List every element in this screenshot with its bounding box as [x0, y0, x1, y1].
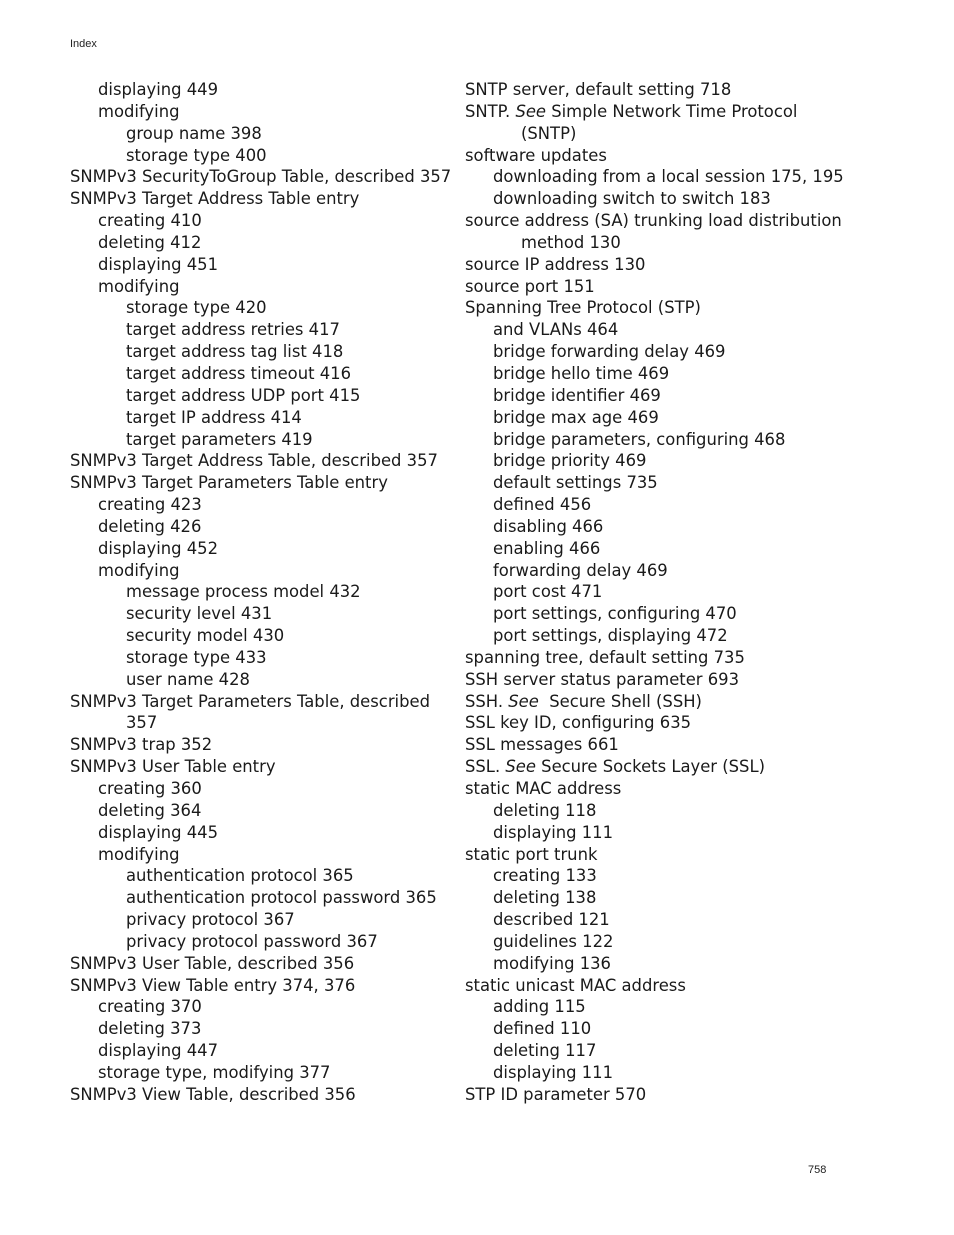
index-entry: SSH server status parameter 693 [465, 669, 740, 689]
index-column-left [70, 79, 450, 1106]
index-entry: Spanning Tree Protocol (STP) [465, 298, 701, 318]
index-entry: SNMPv3 User Table entry [70, 757, 276, 777]
index-entry: forwarding delay 469 [493, 560, 668, 580]
index-entry: displaying 111 [493, 822, 614, 842]
see-reference: See [508, 691, 539, 711]
index-entry: storage type 420 [126, 298, 267, 318]
index-entry: displaying 452 [98, 538, 219, 558]
index-entry: authentication protocol 365 [126, 866, 354, 886]
index-entry: guidelines 122 [493, 931, 614, 951]
index-entry: user name 428 [126, 669, 250, 689]
index-entry: bridge priority 469 [493, 451, 647, 471]
index-entry: displaying 447 [98, 1041, 219, 1061]
index-entry: bridge identifier 469 [493, 385, 661, 405]
index-entry: bridge hello time 469 [493, 363, 670, 383]
index-entry: modifying [98, 560, 180, 580]
index-entry: described 121 [493, 910, 610, 930]
see-reference: See [505, 757, 536, 777]
index-entry: SSL messages 661 [465, 735, 619, 755]
index-entry: method 130 [521, 232, 621, 252]
index-entry: SNMPv3 Target Address Table, described 357 [70, 451, 438, 471]
index-entry [465, 101, 865, 123]
index-entry-term: SSL. [465, 757, 506, 777]
index-entry: 357 [126, 713, 158, 733]
index-entry: creating 423 [98, 495, 202, 515]
index-entry: storage type, modifying 377 [98, 1062, 331, 1082]
index-entry: displaying 111 [493, 1062, 614, 1082]
index-entry: port settings, configuring 470 [493, 604, 737, 624]
index-entry: target address tag list 418 [126, 342, 344, 362]
index-entry: storage type 433 [126, 647, 267, 667]
index-entry: modifying [98, 844, 180, 864]
index-entry: defined 110 [493, 1019, 592, 1039]
index-entry: downloading from a local session 175, 195 [493, 167, 844, 187]
index-entry-term: SSH. [465, 691, 509, 711]
index-entry: defined 456 [493, 495, 592, 515]
index-entry: (SNTP) [521, 123, 577, 143]
index-entry: SNMPv3 SecurityToGroup Table, described 357 [70, 167, 452, 187]
see-reference: See [515, 101, 547, 121]
index-entry: privacy protocol 367 [126, 910, 295, 930]
index-entry [465, 691, 865, 713]
index-entry-target: Secure Shell (SSH) [538, 691, 702, 711]
index-entry: modifying 136 [493, 953, 611, 973]
index-entry: source address (SA) trunking load distribution [465, 211, 842, 231]
index-entry: default settings 735 [493, 473, 658, 493]
index-entry: security model 430 [126, 626, 285, 646]
index-entry: displaying 445 [98, 822, 219, 842]
index-entry: privacy protocol password 367 [126, 931, 378, 951]
index-entry-target: Secure Sockets Layer (SSL) [535, 757, 765, 777]
index-entry: bridge max age 469 [493, 407, 659, 427]
index-entry: deleting 117 [493, 1041, 597, 1061]
index-entry: and VLANs 464 [493, 320, 619, 340]
index-entry: storage type 400 [126, 145, 267, 165]
index-entry: static port trunk [465, 844, 598, 864]
index-entry: SNMPv3 Target Parameters Table, described [70, 691, 430, 711]
index-entry: target address timeout 416 [126, 363, 352, 383]
index-entry: deleting 364 [98, 800, 202, 820]
index-entry: software updates [465, 145, 607, 165]
index-entry: adding 115 [493, 997, 586, 1017]
index-entry: SSL key ID, configuring 635 [465, 713, 692, 733]
index-entry: target address retries 417 [126, 320, 340, 340]
index-entry: enabling 466 [493, 538, 601, 558]
index-entry: SNMPv3 Target Address Table entry [70, 189, 360, 209]
index-entry: modifying [98, 276, 180, 296]
index-entry: creating 410 [98, 211, 202, 231]
page-number: 758 [808, 1164, 827, 1176]
index-entry-target: Simple Network Time Protocol [546, 101, 798, 121]
index-entry: security level 431 [126, 604, 273, 624]
index-column-right [465, 79, 865, 1106]
index-entry: target IP address 414 [126, 407, 302, 427]
index-entry: SNMPv3 View Table entry 374, 376 [70, 975, 356, 995]
index-entry: spanning tree, default setting 735 [465, 647, 745, 667]
index-entry: SNMPv3 trap 352 [70, 735, 213, 755]
index-entry: group name 398 [126, 123, 262, 143]
index-entry-term: SNTP. [465, 101, 516, 121]
index-entry: deleting 138 [493, 888, 597, 908]
index-entry: SNMPv3 User Table, described 356 [70, 953, 355, 973]
index-entry: static unicast MAC address [465, 975, 686, 995]
index-entry: port cost 471 [493, 582, 603, 602]
index-entry: target parameters 419 [126, 429, 313, 449]
index-entry: modifying [98, 101, 180, 121]
index-entry [465, 756, 865, 778]
index-entry: port settings, displaying 472 [493, 626, 728, 646]
index-entry: deleting 118 [493, 800, 597, 820]
index-entry: SNMPv3 Target Parameters Table entry [70, 473, 388, 493]
index-entry: creating 133 [493, 866, 597, 886]
index-entry: authentication protocol password 365 [126, 888, 437, 908]
index-entry: target address UDP port 415 [126, 385, 361, 405]
index-entry: bridge forwarding delay 469 [493, 342, 726, 362]
index-entry: disabling 466 [493, 516, 604, 536]
index-entry: STP ID parameter 570 [465, 1084, 647, 1104]
index-entry: source IP address 130 [465, 254, 646, 274]
index-entry: downloading switch to switch 183 [493, 189, 771, 209]
index-entry: SNMPv3 View Table, described 356 [70, 1084, 356, 1104]
running-header: Index [70, 38, 97, 50]
index-entry: deleting 412 [98, 232, 202, 252]
index-entry: message process model 432 [126, 582, 361, 602]
index-entry: creating 360 [98, 779, 202, 798]
index-entry: bridge parameters, configuring 468 [493, 429, 786, 449]
index-entry: deleting 426 [98, 516, 202, 536]
index-entry: source port 151 [465, 276, 595, 296]
index-entry: static MAC address [465, 779, 622, 798]
index-entry: displaying 449 [98, 80, 219, 99]
index-entry: displaying 451 [98, 254, 219, 274]
index-entry: deleting 373 [98, 1019, 202, 1039]
index-entry: SNTP server, default setting 718 [465, 80, 732, 99]
index-entry: creating 370 [98, 997, 202, 1017]
